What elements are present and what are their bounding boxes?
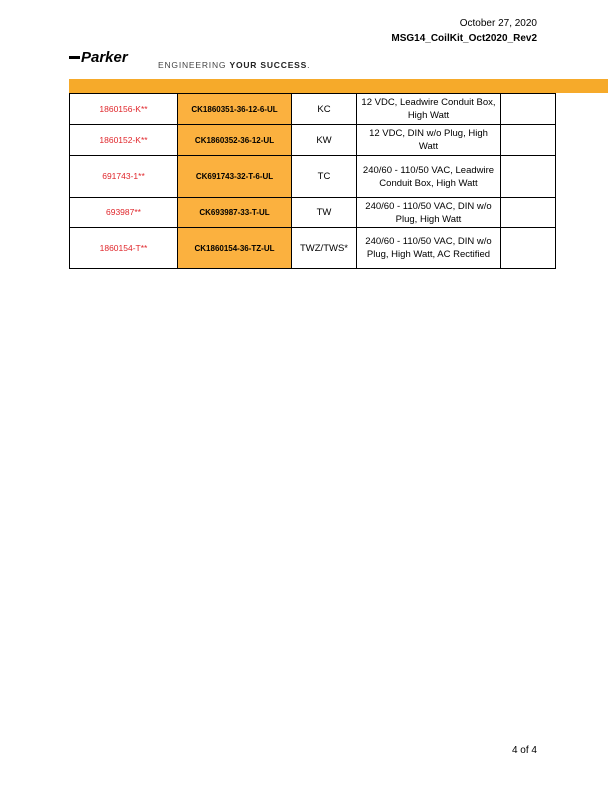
logo-wordmark: Parker xyxy=(81,49,128,66)
coil-code-cell: TC xyxy=(292,156,357,198)
coil-kit-table xyxy=(69,93,556,269)
empty-cell xyxy=(501,94,556,125)
tagline-post: . xyxy=(307,60,311,70)
table-row xyxy=(70,125,556,156)
kit-number-cell: CK691743-32-T-6-UL xyxy=(178,156,292,198)
parker-logo xyxy=(69,47,139,69)
coil-code-cell: TWZ/TWS* xyxy=(292,228,357,269)
document-id: MSG14_CoilKit_Oct2020_Rev2 xyxy=(391,33,537,44)
description-cell: 240/60 - 110/50 VAC, Leadwire Conduit Box, High Watt xyxy=(357,156,501,198)
part-number-cell: 1860152-K** xyxy=(70,125,178,156)
coil-code-cell: KW xyxy=(292,125,357,156)
kit-number-cell: CK1860351-36-12-6-UL xyxy=(178,94,292,125)
empty-cell xyxy=(501,228,556,269)
empty-cell xyxy=(501,198,556,228)
header-date: October 27, 2020 xyxy=(459,18,537,29)
part-number-cell: 691743-1** xyxy=(70,156,178,198)
kit-number-cell: CK1860352-36-12-UL xyxy=(178,125,292,156)
header-accent-bar xyxy=(69,79,608,93)
description-cell: 12 VDC, DIN w/o Plug, High Watt xyxy=(357,125,501,156)
description-cell: 240/60 - 110/50 VAC, DIN w/o Plug, High Watt xyxy=(357,198,501,228)
kit-number-cell: CK1860154-36-TZ-UL xyxy=(178,228,292,269)
empty-cell xyxy=(501,125,556,156)
tagline-bold: YOUR SUCCESS xyxy=(229,60,308,70)
description-cell: 240/60 - 110/50 VAC, DIN w/o Plug, High Watt, AC Rectified xyxy=(357,228,501,269)
part-number-cell: 693987** xyxy=(70,198,178,228)
empty-cell xyxy=(501,156,556,198)
coil-code-cell: KC xyxy=(292,94,357,125)
tagline xyxy=(158,60,310,70)
tagline-pre: ENGINEERING xyxy=(158,60,230,70)
table-row xyxy=(70,228,556,269)
table-row xyxy=(70,156,556,198)
coil-code-cell: TW xyxy=(292,198,357,228)
description-cell: 12 VDC, Leadwire Conduit Box, High Watt xyxy=(357,94,501,125)
table-row xyxy=(70,198,556,228)
page-number: 4 of 4 xyxy=(511,745,537,756)
table-row xyxy=(70,94,556,125)
part-number-cell: 1860154-T** xyxy=(70,228,178,269)
kit-number-cell: CK693987-33-T-UL xyxy=(178,198,292,228)
part-number-cell: 1860156-K** xyxy=(70,94,178,125)
